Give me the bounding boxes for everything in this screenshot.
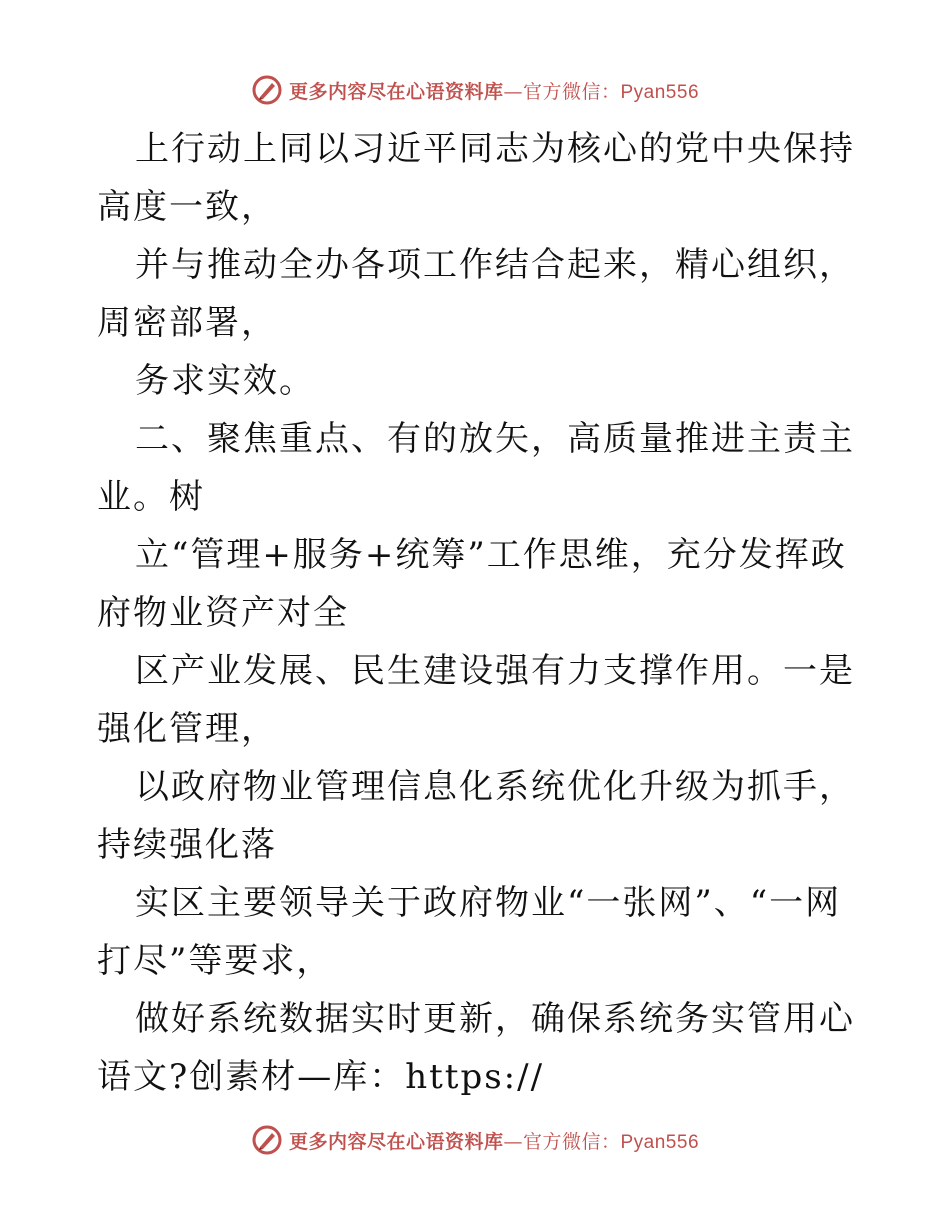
paragraph-6: 区产业发展、民生建设强有力支撑作用。一是强化管理， [97, 651, 855, 749]
watermark-dash: — [503, 80, 523, 103]
watermark-wechat-id: Pyan556 [620, 81, 700, 103]
paragraph-8: 实区主要领导关于政府物业“一张网”、“一网打尽”等要求， [97, 883, 842, 981]
watermark-official-label: 官方微信： [522, 1130, 621, 1153]
footer-watermark-banner [0, 1120, 950, 1160]
footer-watermark-text [289, 1127, 699, 1154]
document-body [97, 120, 857, 1106]
watermark-official-label: 官方微信： [522, 80, 621, 103]
pen-logo-icon [251, 74, 283, 106]
paragraph-3: 务求实效。 [135, 361, 315, 401]
paragraph-4: 二、聚焦重点、有的放矢，高质量推进主责主业。树 [97, 419, 855, 517]
header-watermark-text [289, 77, 699, 104]
paragraph-9: 做好系统数据实时更新，确保系统务实管用心语文?创素材—库：https:// [97, 999, 855, 1097]
pen-logo-icon [251, 1124, 283, 1156]
paragraph-1: 上行动上同以习近平同志为核心的党中央保持高度一致， [97, 129, 855, 227]
watermark-wechat-id: Pyan556 [620, 1131, 700, 1153]
watermark-dash: — [503, 1130, 523, 1153]
header-watermark-banner [0, 70, 950, 110]
paragraph-7: 以政府物业管理信息化系统优化升级为抓手，持续强化落 [97, 767, 855, 865]
watermark-brand: 更多内容尽在心语资料库 [288, 80, 504, 103]
watermark-brand: 更多内容尽在心语资料库 [288, 1130, 504, 1153]
paragraph-2: 并与推动全办各项工作结合起来，精心组织，周密部署， [97, 245, 855, 343]
paragraph-5: 立“管理+服务+统筹”工作思维，充分发挥政府物业资产对全 [97, 535, 847, 633]
